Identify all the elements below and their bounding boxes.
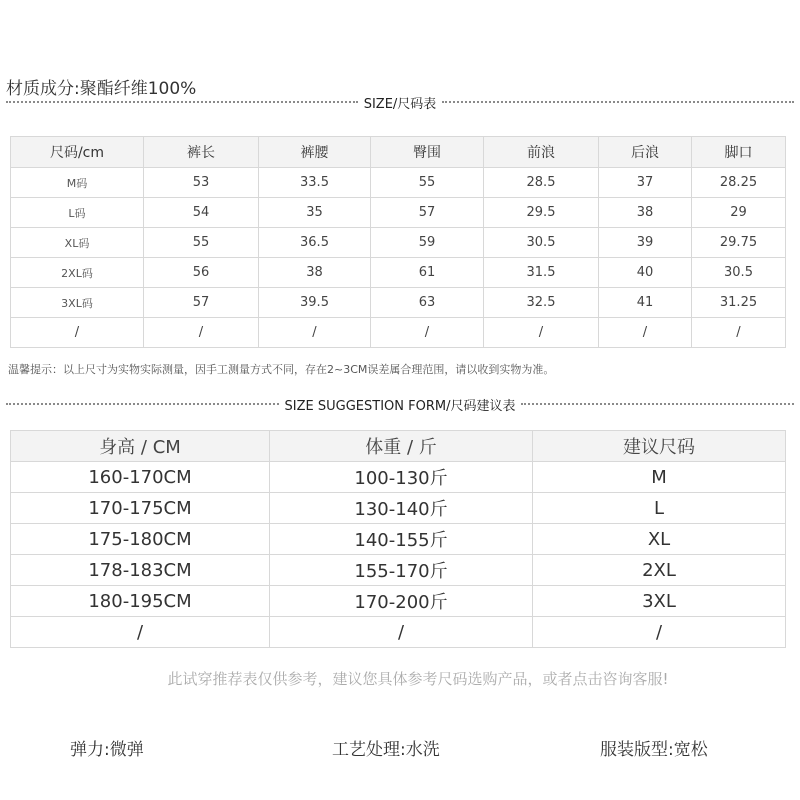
fitting-advice-note: 此试穿推荐表仅供参考，建议您具体参考尺码选购产品，或者点击咨询客服! bbox=[167, 670, 669, 688]
table-cell: / bbox=[144, 318, 259, 348]
size-suggestion-table bbox=[10, 430, 786, 648]
table-row bbox=[11, 617, 786, 648]
table-cell: 30.5 bbox=[484, 228, 599, 258]
table-cell: 175-180CM bbox=[11, 524, 270, 555]
size-chart-title bbox=[0, 92, 800, 112]
table-cell: 30.5 bbox=[692, 258, 786, 288]
table-cell: 100-130斤 bbox=[270, 462, 533, 493]
table-cell: 29.75 bbox=[692, 228, 786, 258]
table-row bbox=[11, 586, 786, 617]
table-cell: 160-170CM bbox=[11, 462, 270, 493]
measurement-tip: 温馨提示：以上尺寸为实物实际测量，因手工测量方式不同，存在2~3CM误差属合理范围，请以收到实物为准。 bbox=[8, 363, 555, 376]
table-cell: 59 bbox=[371, 228, 484, 258]
table-row bbox=[11, 524, 786, 555]
material-composition: 材质成分:聚酯纤维100% bbox=[6, 79, 197, 99]
table-cell: 180-195CM bbox=[11, 586, 270, 617]
table-cell: M bbox=[533, 462, 786, 493]
table-row bbox=[11, 493, 786, 524]
table-row bbox=[11, 168, 786, 198]
table-cell: / bbox=[484, 318, 599, 348]
table-cell: / bbox=[599, 318, 692, 348]
table-cell: 155-170斤 bbox=[270, 555, 533, 586]
table-cell: 170-175CM bbox=[11, 493, 270, 524]
header-cell: 前浪 bbox=[484, 137, 599, 168]
table-cell: 54 bbox=[144, 198, 259, 228]
table-cell: 55 bbox=[144, 228, 259, 258]
fit-info: 服装版型:宽松 bbox=[600, 740, 708, 760]
size-label-cell: L码 bbox=[11, 198, 144, 228]
table-cell: XL bbox=[533, 524, 786, 555]
divider-right bbox=[442, 101, 794, 103]
table-cell: 29 bbox=[692, 198, 786, 228]
table-row bbox=[11, 198, 786, 228]
table-cell: 35 bbox=[259, 198, 371, 228]
size-label-cell: XL码 bbox=[11, 228, 144, 258]
table-cell: 39 bbox=[599, 228, 692, 258]
table-cell: / bbox=[371, 318, 484, 348]
table-cell: 63 bbox=[371, 288, 484, 318]
header-cell: 建议尺码 bbox=[533, 431, 786, 462]
table-row bbox=[11, 258, 786, 288]
size-label-cell: 3XL码 bbox=[11, 288, 144, 318]
table-cell: 37 bbox=[599, 168, 692, 198]
table-cell: 56 bbox=[144, 258, 259, 288]
table-row bbox=[11, 288, 786, 318]
table-cell: 38 bbox=[599, 198, 692, 228]
table-cell: / bbox=[692, 318, 786, 348]
table-cell: 31.5 bbox=[484, 258, 599, 288]
size-suggestion-title bbox=[0, 394, 800, 414]
size-label-cell: M码 bbox=[11, 168, 144, 198]
size-chart-title-text: SIZE/尺码表 bbox=[363, 96, 437, 112]
table-row bbox=[11, 555, 786, 586]
table-cell: 28.5 bbox=[484, 168, 599, 198]
table-cell: 3XL bbox=[533, 586, 786, 617]
header-cell: 裤腰 bbox=[259, 137, 371, 168]
header-cell: 尺码/cm bbox=[11, 137, 144, 168]
table-row bbox=[11, 462, 786, 493]
table-cell: 36.5 bbox=[259, 228, 371, 258]
size-chart-table bbox=[10, 136, 786, 348]
header-cell: 后浪 bbox=[599, 137, 692, 168]
elasticity-info: 弹力:微弹 bbox=[70, 740, 144, 760]
table-cell: / bbox=[270, 617, 533, 648]
table-cell: 32.5 bbox=[484, 288, 599, 318]
table-cell: 170-200斤 bbox=[270, 586, 533, 617]
table-cell: 178-183CM bbox=[11, 555, 270, 586]
table-cell: 55 bbox=[371, 168, 484, 198]
table-cell: 33.5 bbox=[259, 168, 371, 198]
header-cell: 身高 / CM bbox=[11, 431, 270, 462]
header-cell: 体重 / 斤 bbox=[270, 431, 533, 462]
table-cell: 39.5 bbox=[259, 288, 371, 318]
table-cell: 57 bbox=[144, 288, 259, 318]
table-cell: / bbox=[11, 318, 144, 348]
suggestion-header-row bbox=[11, 431, 786, 462]
table-row bbox=[11, 318, 786, 348]
size-chart-header-row bbox=[11, 137, 786, 168]
table-cell: 29.5 bbox=[484, 198, 599, 228]
table-cell: 38 bbox=[259, 258, 371, 288]
header-cell: 脚口 bbox=[692, 137, 786, 168]
table-cell: 130-140斤 bbox=[270, 493, 533, 524]
header-cell: 臀围 bbox=[371, 137, 484, 168]
process-info: 工艺处理:水洗 bbox=[332, 740, 440, 760]
table-row bbox=[11, 228, 786, 258]
table-cell: 61 bbox=[371, 258, 484, 288]
table-cell: 140-155斤 bbox=[270, 524, 533, 555]
table-cell: 28.25 bbox=[692, 168, 786, 198]
size-suggestion-title-text: SIZE SUGGESTION FORM/尺码建议表 bbox=[284, 398, 516, 414]
table-cell: 31.25 bbox=[692, 288, 786, 318]
table-cell: L bbox=[533, 493, 786, 524]
divider-left bbox=[6, 403, 279, 405]
table-cell: 41 bbox=[599, 288, 692, 318]
divider-right bbox=[521, 403, 794, 405]
size-label-cell: 2XL码 bbox=[11, 258, 144, 288]
table-cell: / bbox=[533, 617, 786, 648]
table-cell: / bbox=[11, 617, 270, 648]
header-cell: 裤长 bbox=[144, 137, 259, 168]
table-cell: 57 bbox=[371, 198, 484, 228]
table-cell: 2XL bbox=[533, 555, 786, 586]
table-cell: / bbox=[259, 318, 371, 348]
table-cell: 53 bbox=[144, 168, 259, 198]
divider-left bbox=[6, 101, 358, 103]
table-cell: 40 bbox=[599, 258, 692, 288]
